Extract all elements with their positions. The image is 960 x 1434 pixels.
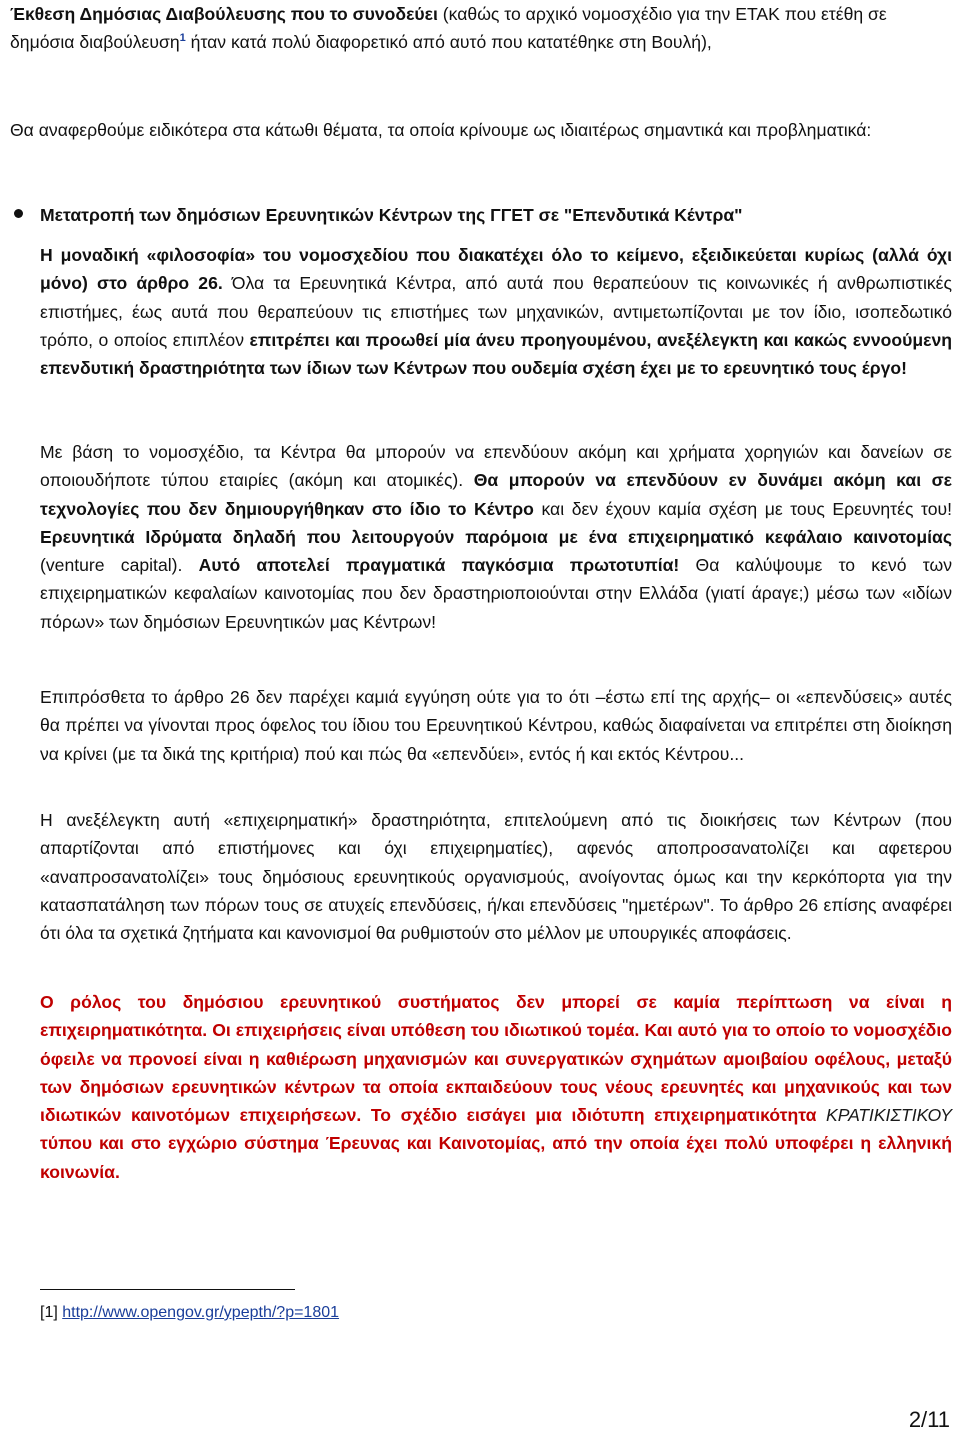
para1-bold2: επιτρέπει και προωθεί μία άνευ προηγουμένου, ανεξέλεγκτη και κακώς εννοούμενη επενδυτική δραστηριότητα των ίδιων των Κέντρων που ουδεμία σχέση έχει με το ερευνητικό τους έργο! <box>40 329 952 379</box>
bullet-heading: Μετατροπή των δημόσιων Ερευνητικών Κέντρων της ΓΓΕΤ σε "Επενδυτικά Κέντρα" <box>40 205 743 225</box>
intro-bold: Έκθεση Δημόσιας Διαβούλευσης που το συνοδεύει <box>10 4 438 24</box>
intro-paragraph <box>10 0 952 57</box>
para2-t1: Με βάση το νομοσχέδιο, τα Κέντρα θα μπορούν να επενδύουν ακόμη και χρήματα χορηγιών και δανείων σε οποιουδήποτε τύπου εταιρίες (ακόμη και ατομικές). <box>40 442 952 491</box>
para1-bold: Η μοναδική «φιλοσοφία» του νομοσχεδίου που διακατέχει όλο το κείμενο, εξειδικεύεται κυρίως (αλλά όχι μόνο) στο άρθρο 26. <box>40 245 952 294</box>
footnote-ref: [1] <box>40 1304 63 1321</box>
footnote-ref-marker[interactable]: 1 <box>179 32 186 45</box>
lead-paragraph: Θα αναφερθούμε ειδικότερα στα κάτωθι θέματα, τα οποία κρίνουμε ως ιδιαιτέρως σημαντικά και προβληματικά: <box>10 120 872 140</box>
para5-b: τύπου και στο εγχώριο σύστημα Έρευνας και Καινοτομίας, από την οποία έχει πολύ υποφέρει η ελληνική κοινωνία. <box>40 1133 952 1182</box>
para2-b2: Ερευνητικά Ιδρύματα δηλαδή που λειτουργούν παρόμοια με ένα επιχειρηματικό κεφάλαιο καινοτομίας <box>40 526 952 547</box>
para2-t4: Θα καλύψουμε το κενό των επιχειρηματικών κεφαλαίων καινοτομίας που δεν δραστηριοποιούνται στην Ελλάδα (γιατί άραγε;) μέσω των «ιδίων πόρων» των δημόσιων Ερευνητικών μας Κέντρων! <box>40 555 952 632</box>
paragraph-role-of-public-research <box>40 988 952 1186</box>
page-number: 2/11 <box>908 1407 950 1432</box>
bullet-dot-icon <box>14 209 23 218</box>
footnote-divider <box>40 1289 295 1290</box>
paragraph-uncontrolled-activity: Η ανεξέλεγκτη αυτή «επιχειρηματική» δραστηριότητα, επιτελούμενη από τις διοικήσεις των Κέντρων (που απαρτίζονται από επιστήμονες και όχι επιχειρηματίες), αφενός αποπροσανατολίζει και αφετερου «αναπροσανατολίζει» τους δημόσιους ερευνητικούς οργανισμούς, ανοίγοντας όμως και την κερκόπορτα για την κατασπατάληση των πόρων τους σε ατυχείς επενδύσεις, ή/και επενδύσεις "ημετέρων". Το άρθρο 26 επίσης αναφέρει ότι όλα τα σχετικά ζητήματα και κανονισμοί θα ρυθμιστούν στο μέλλον με υπουργικές αποφάσεις. <box>40 810 952 944</box>
para5-a: Ο ρόλος του δημόσιου ερευνητικού συστήματος δεν μπορεί σε καμία περίπτωση να είναι η επιχειρηματικότητα. Οι επιχειρήσεις είναι υπόθεση του ιδιωτικού τομέα. Και αυτό για το οποίο το νομοσχέδιο όφειλε να προνοεί είναι η καθιέρωση μηχανισμών και συνεργατικών σχημάτων αμοιβαίου οφέλους, μεταξύ των δημόσιων ερευνητικών κέντρων τα οποία εκπαιδεύουν τους νέους ερευνητές και μηχανικούς και των ιδιωτικών καινοτόμων επιχειρήσεων. Το σχέδιο εισάγει μια ιδιότυπη επιχειρηματικότητα <box>40 992 952 1126</box>
para2-t2: και δεν έχουν καμία σχέση με τους Ερευνητές του! <box>533 498 952 519</box>
para2-b1: Θα μπορούν να επενδύουν εν δυνάμει ακόμη και σε τεχνολογίες που δεν δημιουργήθηκαν στο ίδιο το Κέντρο <box>40 470 952 519</box>
para2-t3: (venture capital). <box>40 555 199 576</box>
paragraph-investments <box>40 438 952 636</box>
paragraph-philosophy <box>40 241 952 382</box>
para2-b3: Αυτό αποτελεί πραγματικά παγκόσμια πρωτοτυπία! <box>198 555 680 576</box>
bullet-item <box>10 201 952 231</box>
paragraph-article-26: Επιπρόσθετα το άρθρο 26 δεν παρέχει καμιά εγγύηση ούτε για το ότι –έστω επί της αρχής– οι «επενδύσεις» αυτές θα πρέπει να γίνονται προς όφελος του ίδιου του Ερευνητικού Κέντρου, καθώς διαφαίνεται να επιτρέπει στη διοίκηση να κρίνει (με τα δικά της κριτήρια) πού και πώς θα «επενδύει», εντός ή και εκτός Κέντρου... <box>40 687 952 764</box>
para1-normal: Όλα τα Ερευνητικά Κέντρα, από αυτά που θεραπεύουν τις κοινωνικές ή ανθρωπιστικές επιστήμες, έως αυτά που θεραπεύουν τις επιστήμες των μηχανικών, αντιμετωπίζονται με τον ίδιο, ισοπεδωτικό τρόπο, ο οποίος επιπλέον <box>40 273 952 350</box>
para5-italic: ΚΡΑΤΙΚΙΣΤΙΚΟΥ <box>826 1105 952 1126</box>
intro-text-a: (καθώς το αρχικό νομοσχέδιο για την ΕΤΑΚ που ετέθη σε δημόσια διαβούλευση <box>10 4 887 53</box>
footnote <box>40 1301 339 1325</box>
footnote-link[interactable]: http://www.opengov.gr/ypepth/?p=1801 <box>62 1304 340 1321</box>
intro-text-b: ήταν κατά πολύ διαφορετικό από αυτό που κατατέθηκε στη Βουλή), <box>185 32 712 53</box>
